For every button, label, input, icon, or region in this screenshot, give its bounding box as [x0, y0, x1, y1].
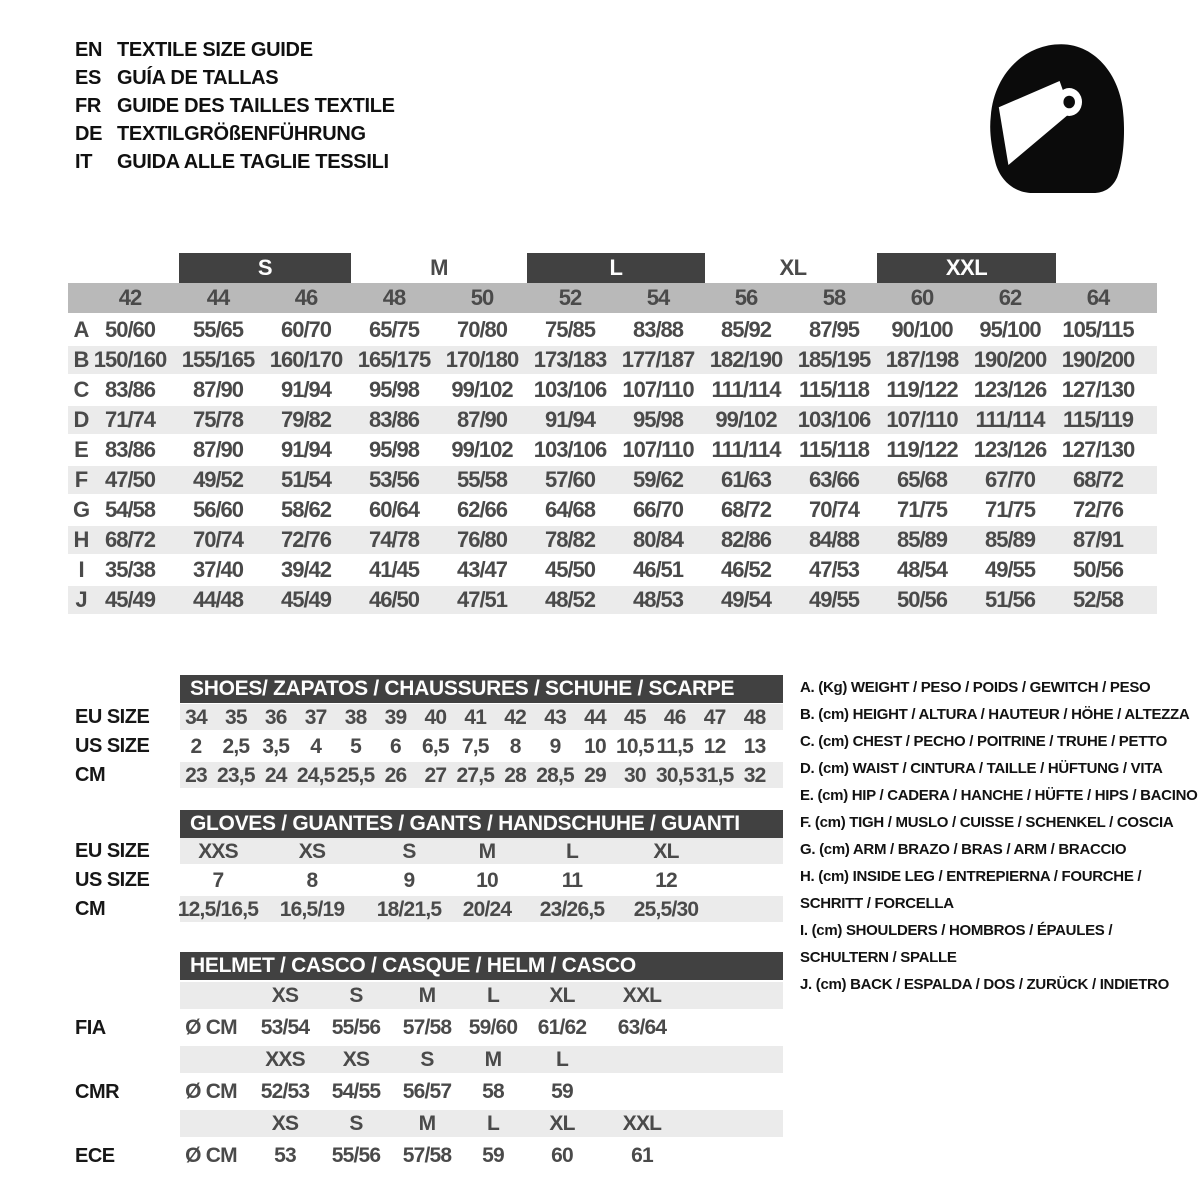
size-group-xl: XL	[779, 255, 807, 280]
size-value: 48/54	[896, 557, 948, 582]
helmet-size-value: 61/62	[537, 1016, 587, 1039]
row-letter: J	[75, 587, 87, 612]
row-letter: E	[74, 437, 88, 462]
helmet-size-label: M	[484, 1048, 502, 1071]
size-value: 99/102	[451, 377, 513, 402]
size-value: 123/126	[973, 377, 1047, 402]
size-value: 91/94	[280, 437, 332, 462]
size-value: 185/195	[797, 347, 871, 372]
numeric-size-label: 60	[910, 285, 934, 310]
size-value: 119/122	[886, 377, 958, 402]
helmet-size-value: 55/56	[331, 1144, 381, 1167]
size-value: 61/63	[720, 467, 772, 492]
size-value: 49/52	[192, 467, 244, 492]
size-value: 52/58	[1072, 587, 1124, 612]
size-value: 87/95	[808, 317, 860, 342]
glove-value: M	[478, 840, 496, 863]
glove-value: 8	[306, 869, 318, 892]
row-letter: B	[73, 347, 89, 372]
shoe-value: 41	[464, 706, 487, 729]
shoe-value: 38	[344, 706, 367, 729]
shoe-value: 43	[544, 706, 566, 729]
size-value: 119/122	[886, 437, 958, 462]
size-value: 84/88	[808, 527, 860, 552]
helmet-size-value: 52/53	[260, 1080, 310, 1103]
shoe-value: 48	[743, 706, 766, 729]
helmet-size-value: 59	[482, 1144, 504, 1167]
size-value: 105/115	[1062, 317, 1134, 342]
shoe-value: 47	[703, 706, 726, 729]
size-value: 82/86	[720, 527, 772, 552]
size-value: 87/90	[456, 407, 508, 432]
size-value: 67/70	[984, 467, 1036, 492]
size-value: 37/40	[192, 557, 244, 582]
size-value: 63/66	[808, 467, 860, 492]
size-value: 60/70	[280, 317, 332, 342]
shoe-row-label: CM	[75, 764, 106, 786]
shoe-value: 28	[504, 764, 527, 787]
shoe-value: 10,5	[616, 735, 654, 758]
language-label: GUÍA DE TALLAS	[117, 67, 279, 89]
gloves-section-header	[180, 810, 783, 838]
shoe-value: 5	[350, 735, 362, 758]
legend-item-c: C. (cm) CHEST / PECHO / POITRINE / TRUHE / PETTO	[800, 733, 1168, 750]
shoe-value: 29	[584, 764, 606, 787]
size-value: 45/50	[544, 557, 596, 582]
shoe-value: 27,5	[456, 764, 495, 787]
row-letter: C	[73, 377, 89, 402]
helmet-size-label: L	[486, 1112, 500, 1135]
size-value: 111/114	[711, 437, 781, 462]
glove-value: 12,5/16,5	[177, 898, 259, 921]
helmet-size-value: 57/58	[402, 1016, 452, 1039]
shoes-section-header	[180, 675, 783, 703]
numeric-size-label: 42	[118, 285, 142, 310]
size-value: 80/84	[632, 527, 684, 552]
row-letter: H	[73, 527, 89, 552]
legend-item-g: G. (cm) ARM / BRAZO / BRAS / ARM / BRACCIO	[800, 841, 1127, 858]
size-value: 45/49	[104, 587, 156, 612]
size-value: 103/106	[533, 437, 607, 462]
helmet-size-label: XXS	[265, 1048, 305, 1071]
size-value: 79/82	[280, 407, 332, 432]
shoe-value: 32	[743, 764, 766, 787]
size-value: 55/58	[456, 467, 508, 492]
size-value: 123/126	[973, 437, 1047, 462]
size-value: 107/110	[622, 437, 694, 462]
shoe-value: 45	[624, 706, 646, 729]
size-value: 41/45	[368, 557, 420, 582]
shoes-section-title: SHOES/ ZAPATOS / CHAUSSURES / SCHUHE / SCARPE	[190, 677, 735, 700]
size-value: 54/58	[104, 497, 156, 522]
size-value: 66/70	[632, 497, 684, 522]
language-code: FR	[75, 95, 102, 117]
numeric-size-label: 46	[294, 285, 318, 310]
shoe-value: 37	[304, 706, 327, 729]
row-letter: G	[72, 497, 90, 522]
shoe-value: 4	[310, 735, 322, 758]
size-value: 49/54	[720, 587, 772, 612]
language-code: ES	[75, 67, 102, 89]
size-value: 57/60	[544, 467, 596, 492]
legend-item-j: J. (cm) BACK / ESPALDA / DOS / ZURÜCK / INDIETRO	[800, 976, 1169, 993]
legend-item-a: A. (Kg) WEIGHT / PESO / POIDS / GEWITCH / PESO	[800, 679, 1151, 696]
helmet-size-value: 56/57	[402, 1080, 452, 1103]
numeric-size-label: 52	[558, 285, 582, 310]
size-value: 68/72	[104, 527, 156, 552]
size-value: 72/76	[1072, 497, 1124, 522]
size-value: 87/90	[192, 377, 244, 402]
glove-value: 23/26,5	[539, 898, 605, 921]
size-value: 45/49	[280, 587, 332, 612]
glove-value: XS	[298, 840, 326, 863]
size-value: 56/60	[192, 497, 244, 522]
shoe-value: 13	[743, 735, 766, 758]
helmet-unit-label: Ø CM	[185, 1016, 237, 1039]
size-value: 95/98	[632, 407, 684, 432]
size-value: 58/62	[280, 497, 332, 522]
helmet-size-label: XS	[271, 984, 299, 1007]
size-value: 107/110	[622, 377, 694, 402]
size-value: 95/98	[368, 377, 420, 402]
helmet-size-label: S	[420, 1048, 434, 1071]
size-value: 115/119	[1062, 407, 1134, 432]
size-group-xxl: XXL	[877, 253, 1056, 283]
helmet-size-label: M	[418, 1112, 436, 1135]
language-code: DE	[75, 123, 103, 145]
shoe-value: 23,5	[217, 764, 255, 787]
size-value: 91/94	[544, 407, 596, 432]
size-value: 44/48	[192, 587, 244, 612]
glove-row-label: US SIZE	[75, 869, 150, 891]
shoe-value: 6	[390, 735, 401, 758]
helmet-size-label: S	[349, 984, 363, 1007]
size-value: 85/89	[984, 527, 1036, 552]
row-letter: A	[73, 317, 89, 342]
size-value: 70/74	[192, 527, 244, 552]
size-value: 55/65	[192, 317, 244, 342]
shoe-value: 8	[509, 735, 521, 758]
size-value: 65/75	[368, 317, 420, 342]
shoe-value: 10	[584, 735, 606, 758]
helmet-size-value: 57/58	[402, 1144, 452, 1167]
numeric-size-label: 56	[734, 285, 758, 310]
legend-item-h: SCHRITT / FORCELLA	[800, 895, 954, 912]
language-code: EN	[75, 39, 103, 61]
size-value: 76/80	[456, 527, 508, 552]
visor-pivot-dot	[1063, 96, 1075, 109]
size-value: 115/118	[798, 377, 870, 402]
glove-value: L	[565, 840, 579, 863]
glove-value: 7	[212, 869, 224, 892]
shoe-value: 2,5	[222, 735, 250, 758]
size-value: 48/53	[632, 587, 684, 612]
helmet-unit-label: Ø CM	[185, 1144, 237, 1167]
size-value: 47/51	[456, 587, 508, 612]
size-value: 111/114	[975, 407, 1045, 432]
legend-item-d: D. (cm) WAIST / CINTURA / TAILLE / HÜFTUNG / VITA	[800, 760, 1163, 777]
helmet-size-label: XL	[549, 984, 575, 1007]
language-label: TEXTILE SIZE GUIDE	[117, 39, 313, 61]
helmet-unit-label: Ø CM	[185, 1080, 237, 1103]
glove-value: 11	[561, 869, 583, 892]
glove-value: 16,5/19	[279, 898, 345, 921]
size-value: 49/55	[984, 557, 1036, 582]
shoe-value: 23	[185, 764, 207, 787]
shoe-value: 34	[185, 706, 207, 729]
shoe-value: 6,5	[421, 735, 449, 758]
row-letter: F	[74, 467, 88, 492]
size-value: 47/53	[808, 557, 860, 582]
glove-row-label: CM	[75, 898, 106, 920]
size-value: 87/90	[192, 437, 244, 462]
helmet-size-value: 59	[551, 1080, 573, 1103]
size-value: 71/75	[896, 497, 948, 522]
helmet-icon	[978, 32, 1138, 207]
size-value: 70/80	[456, 317, 508, 342]
size-value: 83/86	[104, 437, 156, 462]
shoe-value: 24,5	[296, 764, 335, 787]
shoe-row-label: EU SIZE	[75, 706, 150, 728]
size-value: 68/72	[1072, 467, 1124, 492]
size-value: 190/200	[1061, 347, 1135, 372]
legend-item-b: B. (cm) HEIGHT / ALTURA / HAUTEUR / HÖHE / ALTEZZA	[800, 706, 1190, 723]
helmet-size-value: 53/54	[260, 1016, 310, 1039]
size-value: 68/72	[720, 497, 772, 522]
size-value: 71/74	[104, 407, 156, 432]
shoe-value: 30,5	[655, 764, 694, 787]
glove-value: 10	[476, 869, 498, 892]
size-value: 90/100	[891, 317, 953, 342]
size-value: 155/165	[181, 347, 255, 372]
size-value: 50/56	[896, 587, 948, 612]
helmet-size-value: 55/56	[331, 1016, 381, 1039]
size-value: 173/183	[533, 347, 607, 372]
size-value: 87/91	[1072, 527, 1124, 552]
size-value: 51/54	[280, 467, 332, 492]
size-value: 60/64	[368, 497, 420, 522]
glove-value: XXS	[198, 840, 238, 863]
size-value: 50/60	[104, 317, 156, 342]
size-value: 127/130	[1061, 437, 1135, 462]
size-value: 46/52	[720, 557, 772, 582]
size-value: 74/78	[368, 527, 420, 552]
numeric-size-label: 58	[822, 285, 846, 310]
helmet-size-value: 61	[631, 1144, 653, 1167]
size-value: 85/92	[720, 317, 772, 342]
numeric-size-label: 64	[1086, 285, 1110, 310]
shoe-value: 28,5	[536, 764, 574, 787]
size-value: 99/102	[451, 437, 513, 462]
shoe-value: 9	[549, 735, 561, 758]
helmet-size-label: S	[349, 1112, 363, 1135]
shoe-value: 2	[190, 735, 202, 758]
helmet-size-label: XL	[549, 1112, 575, 1135]
helmet-standard-label: CMR	[75, 1081, 120, 1103]
size-value: 83/86	[368, 407, 420, 432]
size-value: 83/86	[104, 377, 156, 402]
size-group-l: L	[527, 253, 705, 283]
size-value: 78/82	[544, 527, 596, 552]
legend-item-f: F. (cm) TIGH / MUSLO / CUISSE / SCHENKEL / COSCIA	[800, 814, 1174, 831]
shoe-value: 12	[703, 735, 726, 758]
helmet-size-label: XS	[342, 1048, 370, 1071]
size-value: 46/51	[632, 557, 684, 582]
size-value: 62/66	[456, 497, 508, 522]
language-label: GUIDE DES TAILLES TEXTILE	[117, 95, 395, 117]
helmet-standard-label: ECE	[75, 1145, 115, 1167]
size-value: 83/88	[632, 317, 684, 342]
size-value: 75/85	[544, 317, 596, 342]
numeric-size-label: 54	[646, 285, 670, 310]
shoe-value: 7,5	[461, 735, 489, 758]
size-value: 64/68	[544, 497, 596, 522]
helmet-size-value: 54/55	[331, 1080, 381, 1103]
size-value: 165/175	[357, 347, 431, 372]
helmet-size-label: L	[555, 1048, 569, 1071]
size-value: 46/50	[368, 587, 420, 612]
size-value: 85/89	[896, 527, 948, 552]
glove-value: 12	[655, 869, 677, 892]
helmet-size-label: XS	[271, 1112, 299, 1135]
size-value: 35/38	[104, 557, 156, 582]
size-value: 170/180	[445, 347, 519, 372]
size-value: 103/106	[533, 377, 607, 402]
size-value: 177/187	[621, 347, 695, 372]
size-value: 39/42	[280, 557, 332, 582]
helmet-size-value: 60	[551, 1144, 573, 1167]
numeric-size-label: 50	[470, 285, 494, 310]
size-group-s: S	[179, 253, 351, 283]
shoe-value: 35	[225, 706, 247, 729]
legend-item-i: SCHULTERN / SPALLE	[800, 949, 957, 966]
size-value: 70/74	[808, 497, 860, 522]
shoe-value: 36	[264, 706, 287, 729]
shoe-value: 39	[384, 706, 407, 729]
glove-value: XL	[653, 840, 679, 863]
helmet-size-label: XXL	[622, 1112, 662, 1135]
numeric-size-label: 62	[998, 285, 1022, 310]
row-letter: I	[78, 557, 84, 582]
size-value: 43/47	[456, 557, 508, 582]
size-value: 71/75	[984, 497, 1036, 522]
size-value: 51/56	[984, 587, 1036, 612]
size-value: 182/190	[709, 347, 783, 372]
shoe-value: 44	[584, 706, 606, 729]
helmet-section-header	[180, 952, 783, 980]
glove-value: S	[402, 840, 416, 863]
size-value: 49/55	[808, 587, 860, 612]
helmet-size-value: 63/64	[617, 1016, 667, 1039]
shoe-value: 24	[264, 764, 287, 787]
glove-value: 20/24	[462, 898, 512, 921]
size-value: 50/56	[1072, 557, 1124, 582]
helmet-size-value: 53	[274, 1144, 296, 1167]
size-value: 65/68	[896, 467, 948, 492]
helmet-size-value: 58	[482, 1080, 504, 1103]
size-value: 91/94	[280, 377, 332, 402]
size-value: 111/114	[711, 377, 781, 402]
size-value: 115/118	[798, 437, 870, 462]
shoe-value: 31,5	[695, 764, 734, 787]
shoe-value: 42	[504, 706, 527, 729]
size-value: 48/52	[544, 587, 596, 612]
size-value: 103/106	[797, 407, 871, 432]
shoe-value: 3,5	[262, 735, 290, 758]
glove-value: 25,5/30	[633, 898, 699, 921]
size-value: 95/100	[979, 317, 1041, 342]
legend-item-i: I. (cm) SHOULDERS / HOMBROS / ÉPAULES /	[800, 922, 1113, 939]
glove-row-label: EU SIZE	[75, 840, 150, 862]
shoe-value: 40	[424, 706, 447, 729]
size-value: 47/50	[104, 467, 156, 492]
shoe-row-label: US SIZE	[75, 735, 150, 757]
glove-value: 9	[403, 869, 415, 892]
helmet-section-title: HELMET / CASCO / CASQUE / HELM / CASCO	[190, 954, 636, 977]
size-value: 53/56	[368, 467, 420, 492]
numeric-size-label: 44	[206, 285, 230, 310]
size-value: 72/76	[280, 527, 332, 552]
shoe-value: 25,5	[336, 764, 375, 787]
shoe-value: 30	[624, 764, 646, 787]
gloves-section-title: GLOVES / GUANTES / GANTS / HANDSCHUHE / GUANTI	[190, 812, 740, 835]
legend-item-h: H. (cm) INSIDE LEG / ENTREPIERNA / FOURCHE /	[800, 868, 1142, 885]
legend-item-e: E. (cm) HIP / CADERA / HANCHE / HÜFTE / HIPS / BACINO	[800, 787, 1198, 804]
size-value: 59/62	[632, 467, 684, 492]
size-value: 107/110	[886, 407, 958, 432]
size-value: 127/130	[1061, 377, 1135, 402]
glove-value: 18/21,5	[376, 898, 442, 921]
numeric-size-label: 48	[382, 285, 406, 310]
size-value: 75/78	[192, 407, 244, 432]
size-value: 150/160	[93, 347, 167, 372]
row-letter: D	[73, 407, 89, 432]
helmet-standard-label: FIA	[75, 1017, 106, 1039]
size-value: 95/98	[368, 437, 420, 462]
language-label: GUIDA ALLE TAGLIE TESSILI	[117, 151, 389, 173]
helmet-size-label: M	[418, 984, 436, 1007]
helmet-size-label: XXL	[622, 984, 662, 1007]
helmet-size-label: L	[486, 984, 500, 1007]
helmet-size-value: 59/60	[468, 1016, 518, 1039]
language-label: TEXTILGRÖßENFÜHRUNG	[117, 123, 366, 145]
language-code: IT	[75, 151, 93, 173]
shoe-value: 27	[424, 764, 447, 787]
size-value: 187/198	[885, 347, 959, 372]
shoe-value: 11,5	[656, 735, 694, 758]
size-value: 99/102	[715, 407, 777, 432]
size-group-m: M	[430, 255, 448, 280]
shoe-value: 26	[384, 764, 407, 787]
shoe-value: 46	[663, 706, 686, 729]
size-value: 190/200	[973, 347, 1047, 372]
size-value: 160/170	[269, 347, 343, 372]
